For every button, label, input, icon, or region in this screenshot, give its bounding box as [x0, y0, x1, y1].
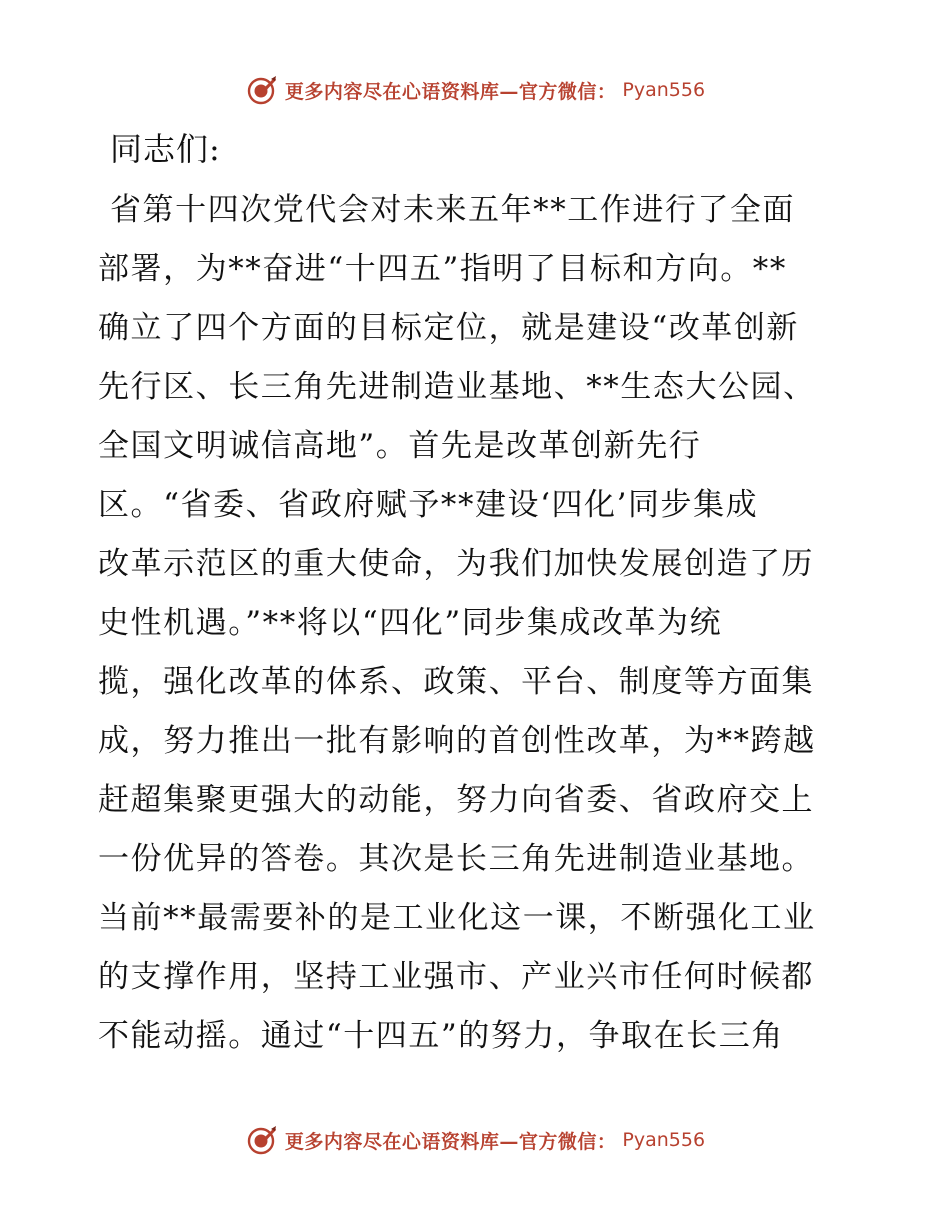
- paragraph-line: 不能动摇。通过“十四五”的努力，争取在长三角: [98, 1018, 784, 1054]
- paragraph-line: 的支撑作用，坚持工业强市、产业兴市任何时候都: [98, 959, 815, 995]
- banner-wechat-id: Pyan556: [622, 1129, 706, 1151]
- paragraph-line: 确立了四个方面的目标定位，就是建设“改革创新: [98, 310, 799, 346]
- paragraph-line: 全国文明诚信高地”。首先是改革创新先行: [98, 428, 702, 464]
- paragraph-line: 史性机遇。”**将以“四化”同步集成改革为统: [98, 605, 723, 641]
- banner-text: 更多内容尽在心语资料库—官方微信：: [284, 1130, 617, 1153]
- footer-banner: [0, 1120, 950, 1160]
- paragraph-line: 成，努力推出一批有影响的首创性改革，为**跨越: [98, 723, 816, 759]
- paragraph-line: 部署，为**奋进“十四五”指明了目标和方向。**: [98, 251, 787, 287]
- banner-text: 更多内容尽在心语资料库—官方微信：: [284, 80, 617, 103]
- paragraph-line: 揽，强化改革的体系、政策、平台、制度等方面集: [98, 664, 815, 700]
- paragraph-line: 改革示范区的重大使命，为我们加快发展创造了历: [98, 546, 815, 582]
- quill-logo-icon: [245, 1123, 279, 1157]
- paragraph-line: 先行区、长三角先进制造业基地、**生态大公园、: [98, 369, 816, 405]
- paragraph-line: 区。“省委、省政府赋予**建设‘四化’同步集成: [98, 487, 759, 523]
- banner-wechat-id: Pyan556: [622, 79, 706, 101]
- paragraph-line: 当前**最需要补的是工业化这一课，不断强化工业: [98, 900, 816, 936]
- paragraph-line: 赶超集聚更强大的动能，努力向省委、省政府交上: [98, 782, 815, 818]
- header-banner: [0, 70, 950, 110]
- document-body: [98, 125, 850, 1066]
- quill-logo-icon: [245, 73, 279, 107]
- paragraph-line: 省第十四次党代会对未来五年**工作进行了全面: [110, 192, 796, 228]
- paragraph-line: 一份优异的答卷。其次是长三角先进制造业基地。: [98, 841, 815, 877]
- salutation: 同志们:: [110, 130, 221, 168]
